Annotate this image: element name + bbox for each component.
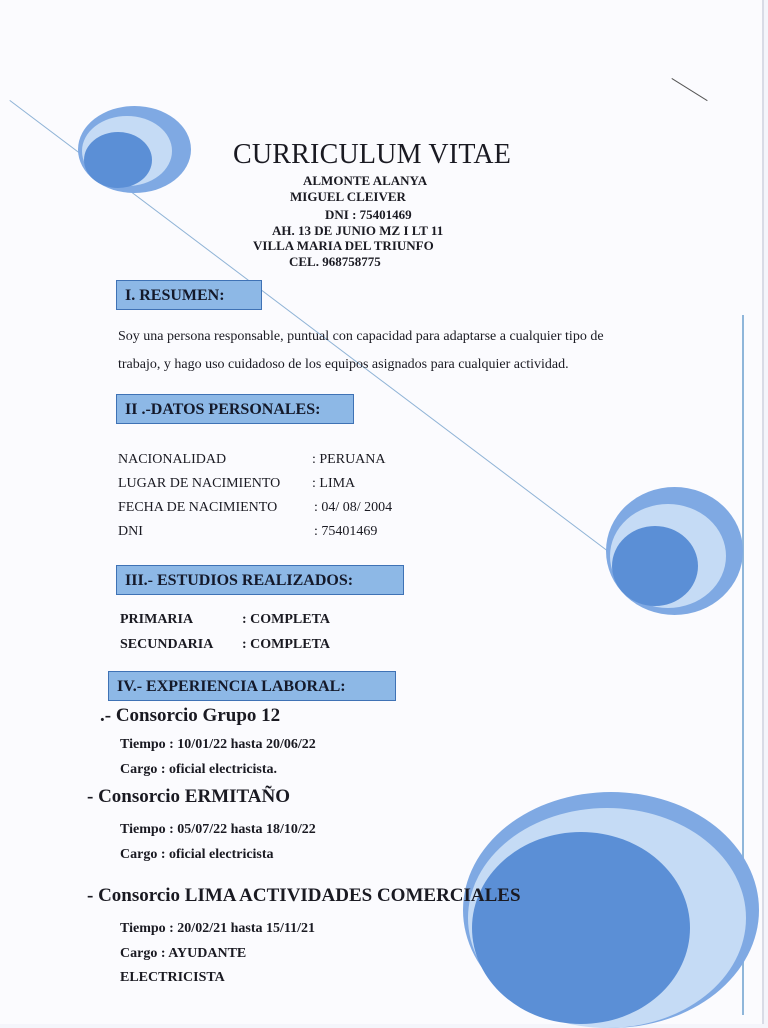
- resumen-text: trabajo, y hago uso cuidadoso de los equipos asignados para cualquier actividad.: [118, 357, 569, 372]
- circle-decoration: [612, 526, 698, 606]
- job-detail: Cargo : oficial electricista.: [120, 762, 278, 777]
- address-line: AH. 13 DE JUNIO MZ I LT 11: [272, 223, 444, 238]
- estudios-value: : COMPLETA: [242, 637, 331, 652]
- datos-label: FECHA DE NACIMIENTO: [118, 500, 278, 515]
- job-detail: Tiempo : 05/07/22 hasta 18/10/22: [120, 822, 316, 837]
- job-company: - Consorcio ERMITAÑO: [87, 786, 291, 807]
- district-line: VILLA MARIA DEL TRIUNFO: [253, 238, 434, 253]
- page-title: CURRICULUM VITAE: [233, 139, 512, 170]
- resumen-text: Soy una persona responsable, puntual con capacidad para adaptarse a cualquier tipo de: [118, 329, 604, 344]
- datos-label: NACIONALIDAD: [118, 452, 227, 467]
- estudios-label: SECUNDARIA: [120, 637, 214, 652]
- section-datos-heading: II .-DATOS PERSONALES:: [116, 394, 354, 424]
- job-detail: Cargo : oficial electricista: [120, 847, 274, 862]
- job-company: - Consorcio LIMA ACTIVIDADES COMERCIALES: [87, 885, 521, 906]
- datos-value: : 75401469: [314, 524, 378, 539]
- section-resumen-heading: I. RESUMEN:: [116, 280, 262, 310]
- surname: ALMONTE ALANYA: [303, 173, 428, 188]
- datos-label: DNI: [118, 524, 143, 539]
- job-detail: Cargo : AYUDANTE: [120, 946, 247, 961]
- estudios-value: : COMPLETA: [242, 612, 331, 627]
- section-estudios-heading: III.- ESTUDIOS REALIZADOS:: [116, 565, 404, 595]
- corner-mark-decoration: [671, 78, 707, 101]
- job-detail: Tiempo : 10/01/22 hasta 20/06/22: [120, 737, 316, 752]
- circle-decoration: [472, 832, 690, 1024]
- datos-value: : 04/ 08/ 2004: [314, 500, 393, 515]
- job-company: .- Consorcio Grupo 12: [100, 705, 281, 726]
- job-detail: ELECTRICISTA: [120, 970, 225, 985]
- circle-decoration: [84, 132, 152, 188]
- phone-line: CEL. 968758775: [289, 254, 381, 269]
- job-detail: Tiempo : 20/02/21 hasta 15/11/21: [120, 921, 315, 936]
- datos-value: : PERUANA: [312, 452, 386, 467]
- section-experiencia-heading: IV.- EXPERIENCIA LABORAL:: [108, 671, 396, 701]
- datos-value: : LIMA: [312, 476, 356, 491]
- datos-label: LUGAR DE NACIMIENTO: [118, 476, 281, 491]
- header-dni: DNI : 75401469: [325, 207, 412, 222]
- given-names: MIGUEL CLEIVER: [290, 189, 406, 204]
- estudios-label: PRIMARIA: [120, 612, 194, 627]
